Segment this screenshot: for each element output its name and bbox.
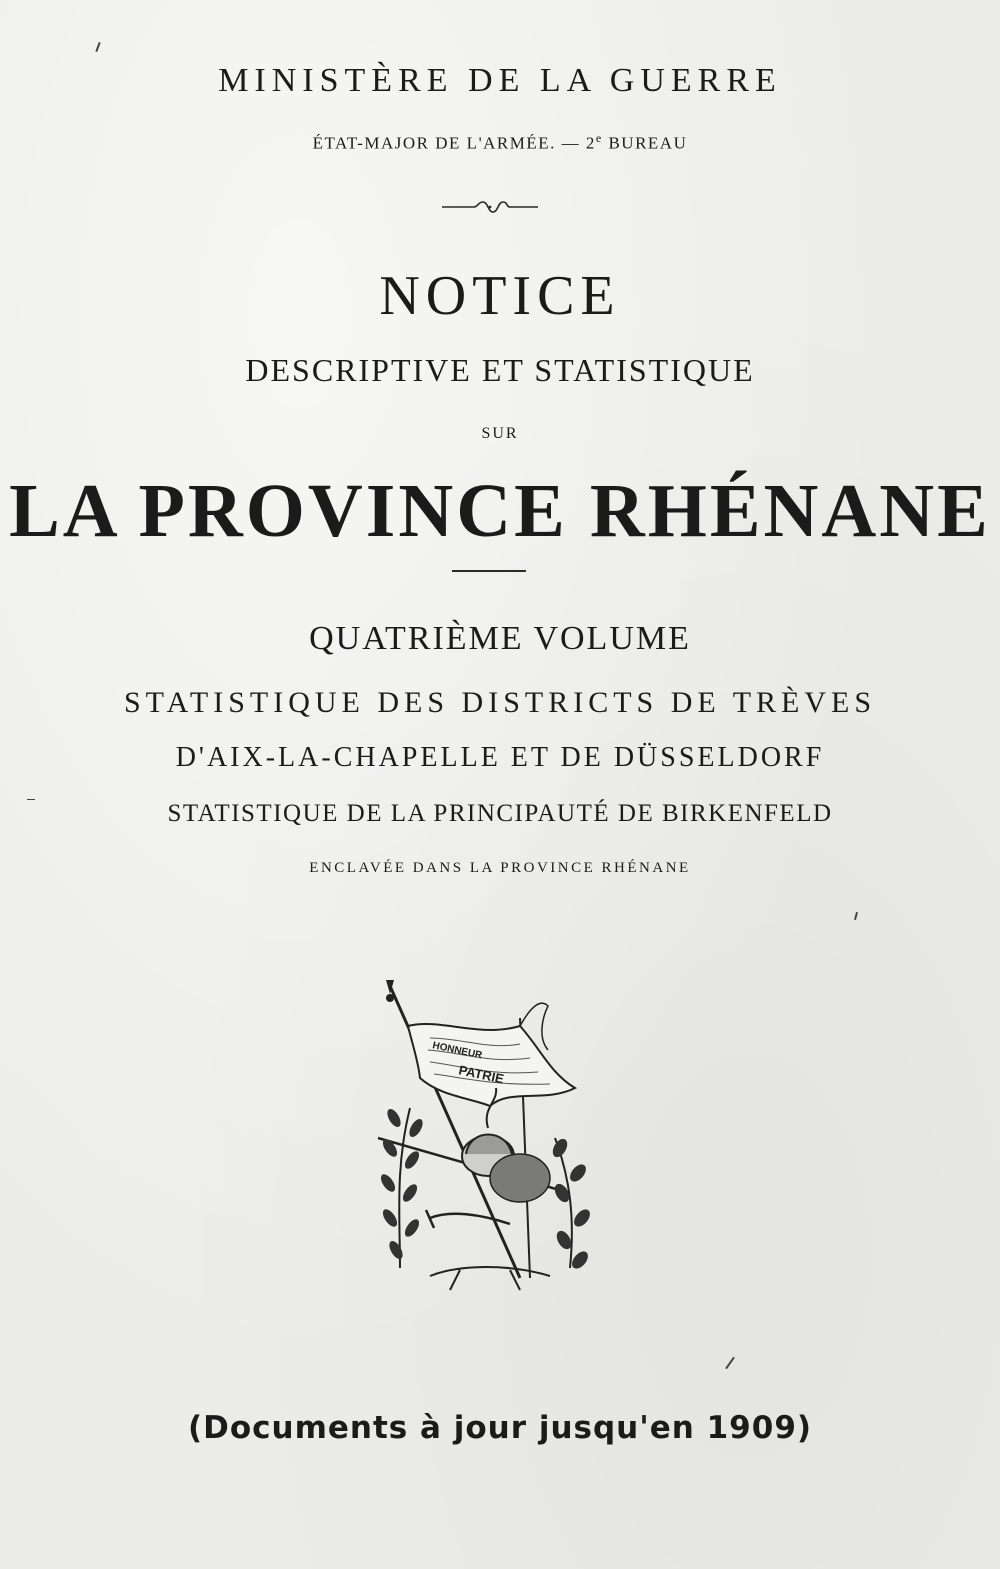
divider-rule [452, 570, 526, 572]
flag-text-1: HONNEUR [431, 1040, 484, 1062]
print-speck [854, 912, 858, 920]
province-title: LA PROVINCE RHÉNANE [9, 469, 991, 553]
etat-major-line [0, 131, 1000, 154]
print-speck [27, 799, 35, 800]
ministry-heading: MINISTÈRE DE LA GUERRE [218, 62, 782, 99]
etat-major-bureau: BUREAU [602, 133, 688, 153]
print-speck [725, 1357, 735, 1370]
districts-line-1: STATISTIQUE DES DISTRICTS DE TRÈVES [123, 686, 877, 719]
descriptive-subtitle: DESCRIPTIVE ET STATISTIQUE [245, 352, 755, 388]
sur-word: SUR [481, 425, 519, 442]
documents-note: (Documents à jour jusqu'en 1909) [187, 1410, 813, 1446]
volume-label: QUATRIÈME VOLUME [309, 620, 691, 657]
etat-major-text: ÉTAT-MAJOR DE L'ARMÉE. — 2 [312, 133, 596, 153]
notice-title: NOTICE [379, 265, 621, 327]
etat-major-superscript: e [595, 131, 603, 145]
print-speck [95, 42, 100, 52]
enclave-line: ENCLAVÉE DANS LA PROVINCE RHÉNANE [309, 860, 691, 876]
flag-text-2: PATRIE [457, 1062, 506, 1087]
principaute-line: STATISTIQUE DE LA PRINCIPAUTÉ DE BIRKENFELD [167, 800, 833, 827]
ornament-flourish-icon [440, 196, 540, 218]
military-trophy-emblem-icon [370, 978, 600, 1293]
districts-line-2: D'AIX-LA-CHAPELLE ET DE DÜSSELDORF [175, 742, 825, 773]
